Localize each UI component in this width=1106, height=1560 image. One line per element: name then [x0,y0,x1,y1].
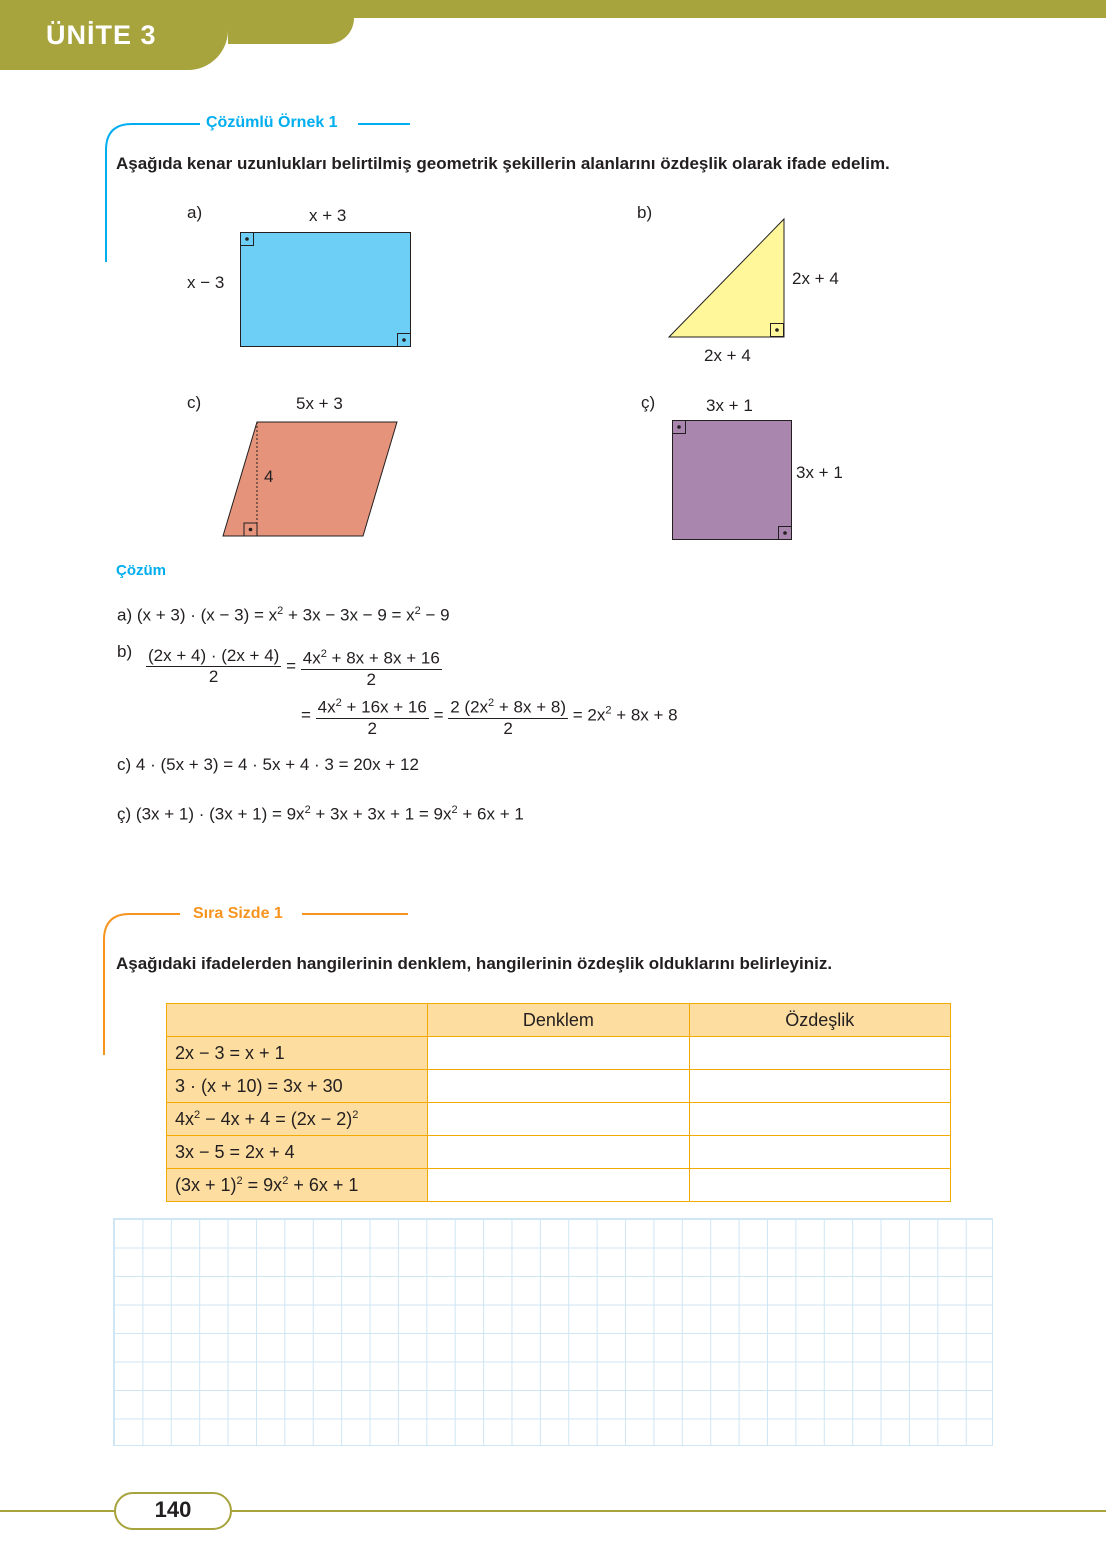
solution-title: Çözüm [116,562,166,579]
denominator: 2 [208,667,219,687]
table-header-denklem: Denklem [428,1004,689,1037]
table-row [167,1037,951,1070]
solution-a-lhs: (x + 3) · (x − 3) = x [136,605,278,625]
solution-a [117,605,450,626]
ozdeslik-cell[interactable] [689,1136,950,1169]
denklem-cell[interactable] [428,1169,689,1202]
numerator: 2 $(2x^2 + 8x + 8)$ [448,693,568,719]
table-row [167,1103,951,1136]
shape-a-side-dim: x − 3 [187,273,225,292]
equals-sign: = [286,656,296,676]
ozdeslik-cell[interactable] [689,1103,950,1136]
example-prompt: Aşağıda kenar uzunlukları belirtilmiş geometrik şekillerin alanlarını özdeşlik olarak ifade edelim. [116,154,890,173]
page-number: 140 [154,1497,192,1522]
shape-b-label: b) [637,203,653,222]
solution-a-mid: + 3x − 3x − 9 = x [283,605,415,625]
numerator: (2x + 4) · (2x + 4) [148,646,280,666]
denklem-cell[interactable] [428,1070,689,1103]
row-expression: $4x^2 - 4x + 4 = (2x - 2)^2$ [167,1103,428,1136]
shape-c-height-dim: 4 [264,467,274,486]
expr-part: + 3x + 3x + 1 = 9x [310,804,452,824]
denklem-cell[interactable] [428,1103,689,1136]
row-expression: $(3x + 1)^2 = 9x^2 + 6x + 1$ [167,1169,428,1202]
exercise-table [166,1003,951,1202]
solution-c [117,755,419,775]
row-expression: 2x − 3 = x + 1 [167,1037,428,1070]
equals-sign: = [301,705,311,725]
exponent: 2 [414,605,421,617]
exercise-prompt: Aşağıdaki ifadelerden hangilerinin denklem, hangilerinin özdeşlik olduklarını belirleyiniz. [116,954,833,973]
exercise-title: Sıra Sizde 1 [193,905,283,922]
exponent: 2 [605,704,612,717]
numerator: $4x^2 + 8x + 8x + 16$ [301,644,442,670]
row-expression: 3 · (x + 10) = 3x + 30 [167,1070,428,1103]
shape-b-bottom-dim: 2x + 4 [704,346,751,365]
parallelogram-shape [220,419,400,539]
example-title: Çözümlü Örnek 1 [206,114,338,131]
solution-c-cedilla [117,804,524,825]
denominator: 2 [367,718,377,738]
equals-sign: = [433,705,444,725]
triangle-shape [666,216,788,340]
shape-c-cedilla-side-dim: 3x + 1 [796,463,843,482]
ozdeslik-cell[interactable] [689,1037,950,1070]
table-header-row [167,1004,951,1037]
denominator: 2 [366,669,376,689]
numerator: $4x^2 + 16x + 16$ [316,693,429,719]
rectangle-shape [238,230,414,350]
grid-note-area[interactable] [113,1218,993,1446]
fraction [301,644,442,690]
fraction [146,646,281,687]
unit-title: ÜNİTE 3 [46,20,157,50]
fraction [316,693,429,739]
solution-c-cedilla-label: ç) [117,804,132,824]
denklem-cell[interactable] [428,1037,689,1070]
exponent: 2 [304,804,311,816]
fraction [448,693,568,739]
solution-a-label: a) [117,605,133,625]
result: + 8x + 8 [611,705,678,725]
table-row [167,1136,951,1169]
shape-c-label: c) [187,393,202,412]
square-shape [670,418,794,542]
table-row [167,1169,951,1202]
shape-c-cedilla-label: ç) [641,393,656,412]
solution-b-line1 [146,644,442,690]
ozdeslik-cell[interactable] [689,1070,950,1103]
exponent: 2 [451,804,458,816]
table-header-ozdeslik: Özdeşlik [689,1004,950,1037]
exponent: 2 [277,605,284,617]
shape-a-top-dim: x + 3 [309,206,347,225]
shape-c-top-dim: 5x + 3 [296,394,343,413]
solution-a-end: − 9 [420,605,450,625]
denklem-cell[interactable] [428,1136,689,1169]
solution-b-line2 [301,693,678,739]
shape-c-cedilla-top-dim: 3x + 1 [706,396,753,415]
solution-c-label: c) [117,755,132,774]
table-header-empty [167,1004,428,1037]
expr-part: (3x + 1) · (3x + 1) = 9x [135,804,305,824]
ozdeslik-cell[interactable] [689,1169,950,1202]
denominator: 2 [503,718,513,738]
table-row [167,1070,951,1103]
solution-b-label: b) [117,642,133,661]
shape-a-label: a) [187,203,203,222]
expr-part: + 6x + 1 [457,804,524,824]
row-expression: 3x − 5 = 2x + 4 [167,1136,428,1169]
solution-c-expr: 4 · (5x + 3) = 4 · 5x + 4 · 3 = 20x + 12 [135,755,419,774]
result: = 2x [572,705,606,725]
shape-b-side-dim: 2x + 4 [792,269,839,288]
